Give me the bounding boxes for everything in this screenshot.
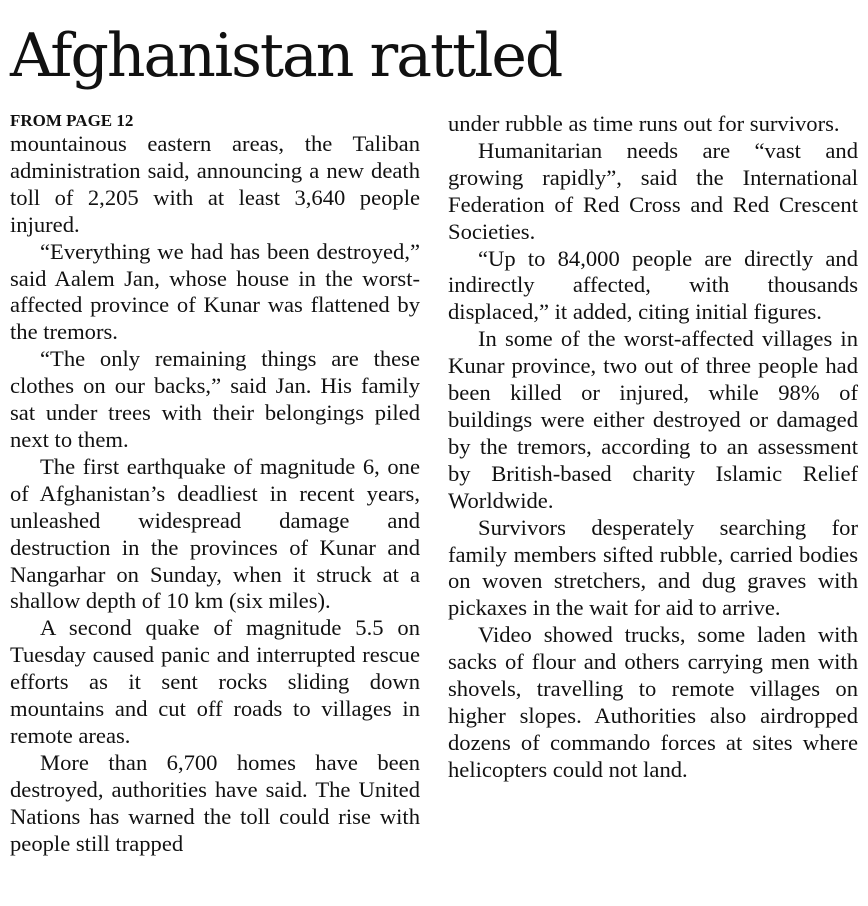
paragraph: The first earthquake of magnitude 6, one of Afghanistan’s deadliest in recent years, unleashed widespread damage and destruction in the provinces of Kunar and Nangarhar on Sunday, when it struck at a shallow depth of 10 km (six miles). bbox=[10, 453, 420, 614]
continuation-kicker: FROM PAGE 12 bbox=[10, 111, 134, 130]
paragraph: A second quake of magnitude 5.5 on Tuesday caused panic and interrupted rescue efforts as it sent rocks sliding down mountains and cut off roads to villages in remote areas. bbox=[10, 615, 420, 748]
paragraph: Survivors desperately searching for family members sifted rubble, carried bodies on woven stretchers, and dug graves with pickaxes in the wait for aid to arrive. bbox=[448, 514, 858, 621]
paragraph: In some of the worst-affected villages in Kunar province, two out of three people had been killed or injured, while 98% of buildings were either destroyed or damaged by the tremors, according to an assessment by British-based charity Islamic Relief Worldwide. bbox=[448, 326, 858, 513]
article-column-left bbox=[10, 111, 420, 857]
paragraph: Video showed trucks, some laden with sacks of flour and others carrying men with shovels, travelling to remote villages on higher slopes. Authorities also airdropped dozens of commando forces at sites where helicopters could not land. bbox=[448, 622, 858, 782]
paragraph: mountainous eastern areas, the Taliban administration said, announcing a new death toll of 2,205 with at least 3,640 people injured. bbox=[10, 131, 420, 237]
paragraph: “Everything we had has been destroyed,” said Aalem Jan, whose house in the worst-affected province of Kunar was flattened by the tremors. bbox=[10, 238, 420, 345]
headline: Afghanistan rattled bbox=[10, 21, 562, 91]
article-column-right bbox=[448, 111, 858, 784]
paragraph: More than 6,700 homes have been destroyed, authorities have said. The United Nations has warned the toll could rise with people still trapped bbox=[10, 749, 420, 856]
paragraph: Humanitarian needs are “vast and growing rapidly”, said the International Federation of Red Cross and Red Crescent Societies. bbox=[448, 137, 858, 244]
paragraph: “Up to 84,000 people are directly and indirectly affected, with thousands displaced,” it added, citing initial figures. bbox=[448, 245, 858, 325]
paragraph: under rubble as time runs out for survivors. bbox=[448, 111, 840, 136]
paragraph: “The only remaining things are these clothes on our backs,” said Jan. His family sat under trees with their belongings piled next to them. bbox=[10, 346, 420, 452]
